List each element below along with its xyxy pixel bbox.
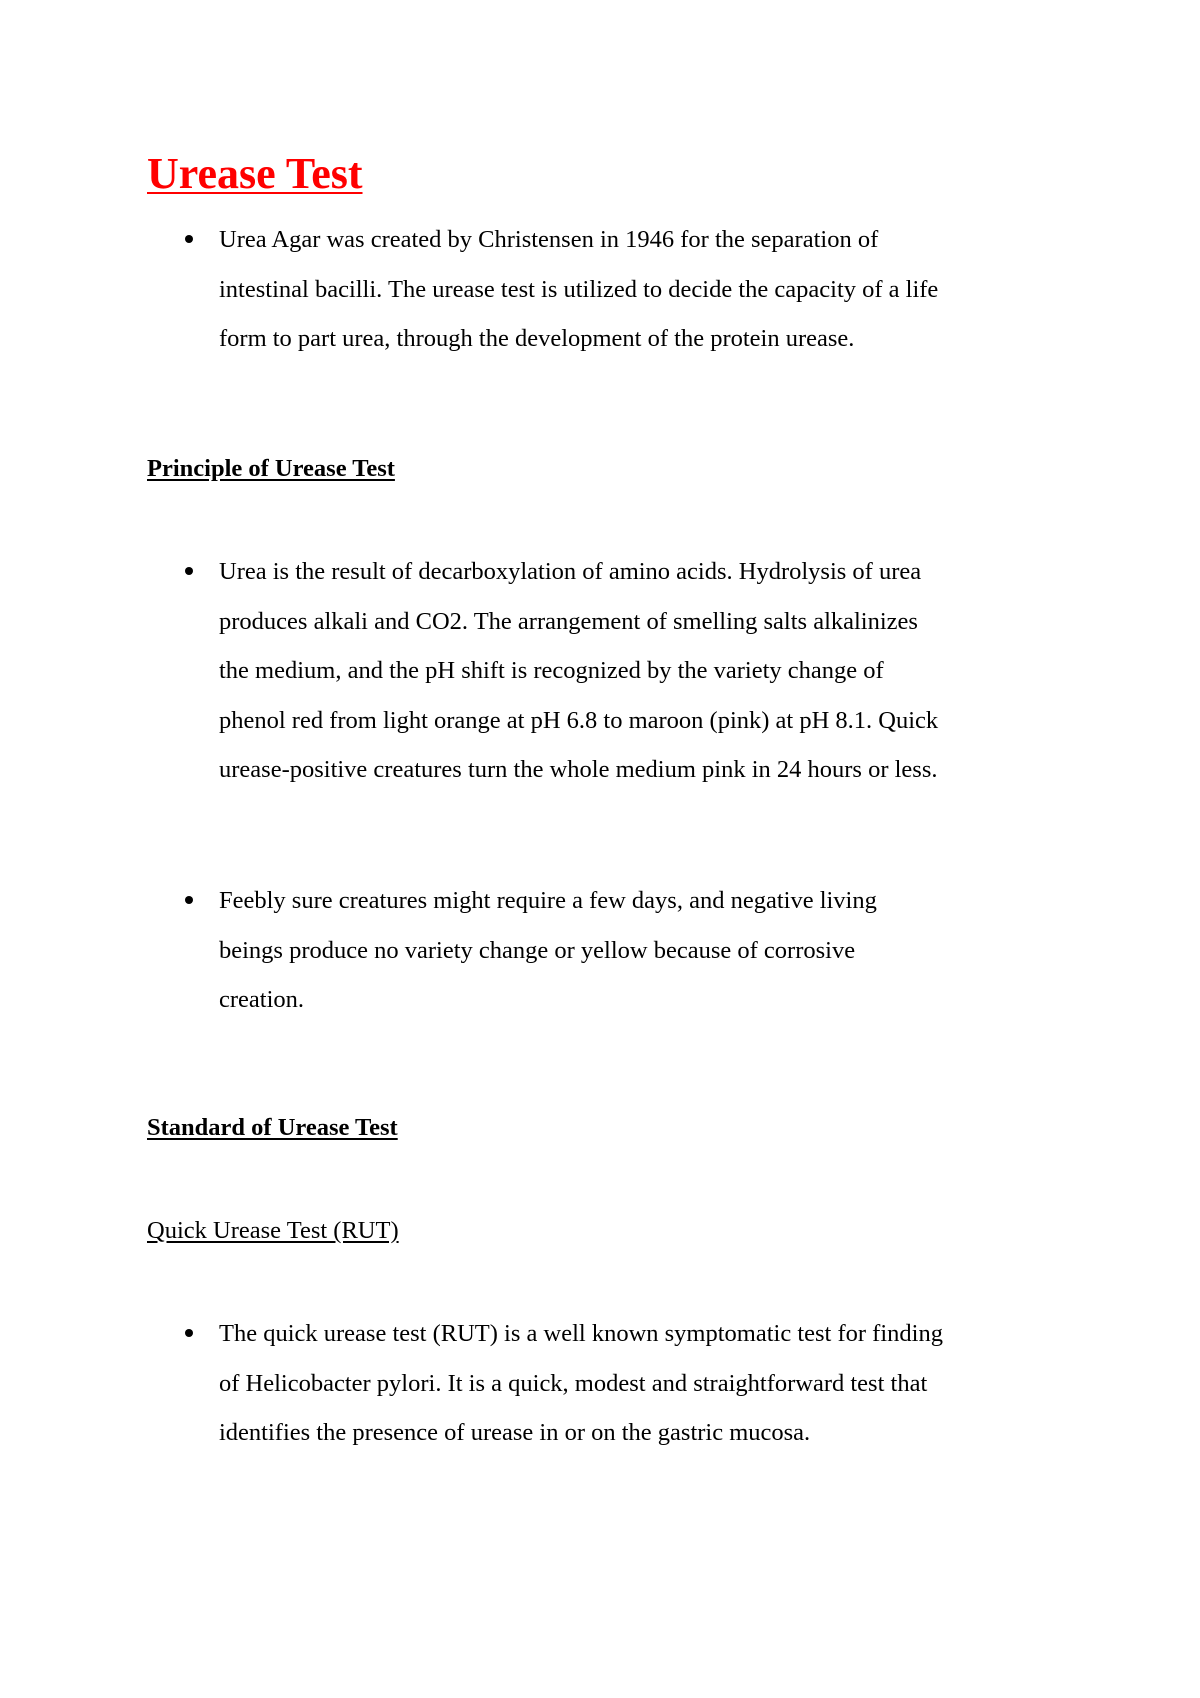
intro-bullet <box>147 215 1087 364</box>
text-line: intestinal bacilli. The urease test is utilized to decide the capacity of a life <box>219 275 939 303</box>
text-line: produces alkali and CO2. The arrangement of smelling salts alkalinizes <box>219 607 918 635</box>
text-line: beings produce no variety change or yellow because of corrosive <box>219 936 856 964</box>
text-line: identifies the presence of urease in or on the gastric mucosa. <box>219 1419 811 1446</box>
document-title: Urease Test <box>147 149 363 198</box>
text-line: Feebly sure creatures might require a few days, and negative living <box>219 887 877 914</box>
text-line: The quick urease test (RUT) is a well known symptomatic test for finding <box>219 1320 943 1347</box>
standard-bullet-text <box>219 1309 1087 1458</box>
standard-bullet-1 <box>147 1309 1087 1458</box>
text-line: of Helicobacter pylori. It is a quick, modest and straightforward test that <box>219 1369 928 1397</box>
principle-bullet-2 <box>147 876 1087 1025</box>
principle-bullet-text <box>219 876 1087 1025</box>
text-line: Urea Agar was created by Christensen in 1946 for the separation of <box>219 226 879 253</box>
text-line: phenol red from light orange at pH 6.8 to maroon (pink) at pH 8.1. Quick <box>219 706 939 734</box>
principle-heading: Principle of Urease Test <box>147 455 395 482</box>
text-line: the medium, and the pH shift is recognized by the variety change of <box>219 657 884 684</box>
bullet-dot-icon <box>185 567 193 575</box>
bullet-dot-icon <box>185 896 193 904</box>
principle-bullet-text <box>219 547 1087 795</box>
bullet-dot-icon <box>185 235 193 243</box>
intro-text <box>219 215 1087 364</box>
principle-bullet-1 <box>147 547 1087 795</box>
text-line: creation. <box>219 986 305 1013</box>
text-line: form to part urea, through the development of the protein urease. <box>219 325 855 352</box>
text-line: Urea is the result of decarboxylation of amino acids. Hydrolysis of urea <box>219 558 922 585</box>
standard-heading: Standard of Urease Test <box>147 1114 398 1141</box>
text-line: urease-positive creatures turn the whole medium pink in 24 hours or less. <box>219 756 938 783</box>
quick-urease-subheading: Quick Urease Test (RUT) <box>147 1217 399 1244</box>
bullet-dot-icon <box>185 1329 193 1337</box>
